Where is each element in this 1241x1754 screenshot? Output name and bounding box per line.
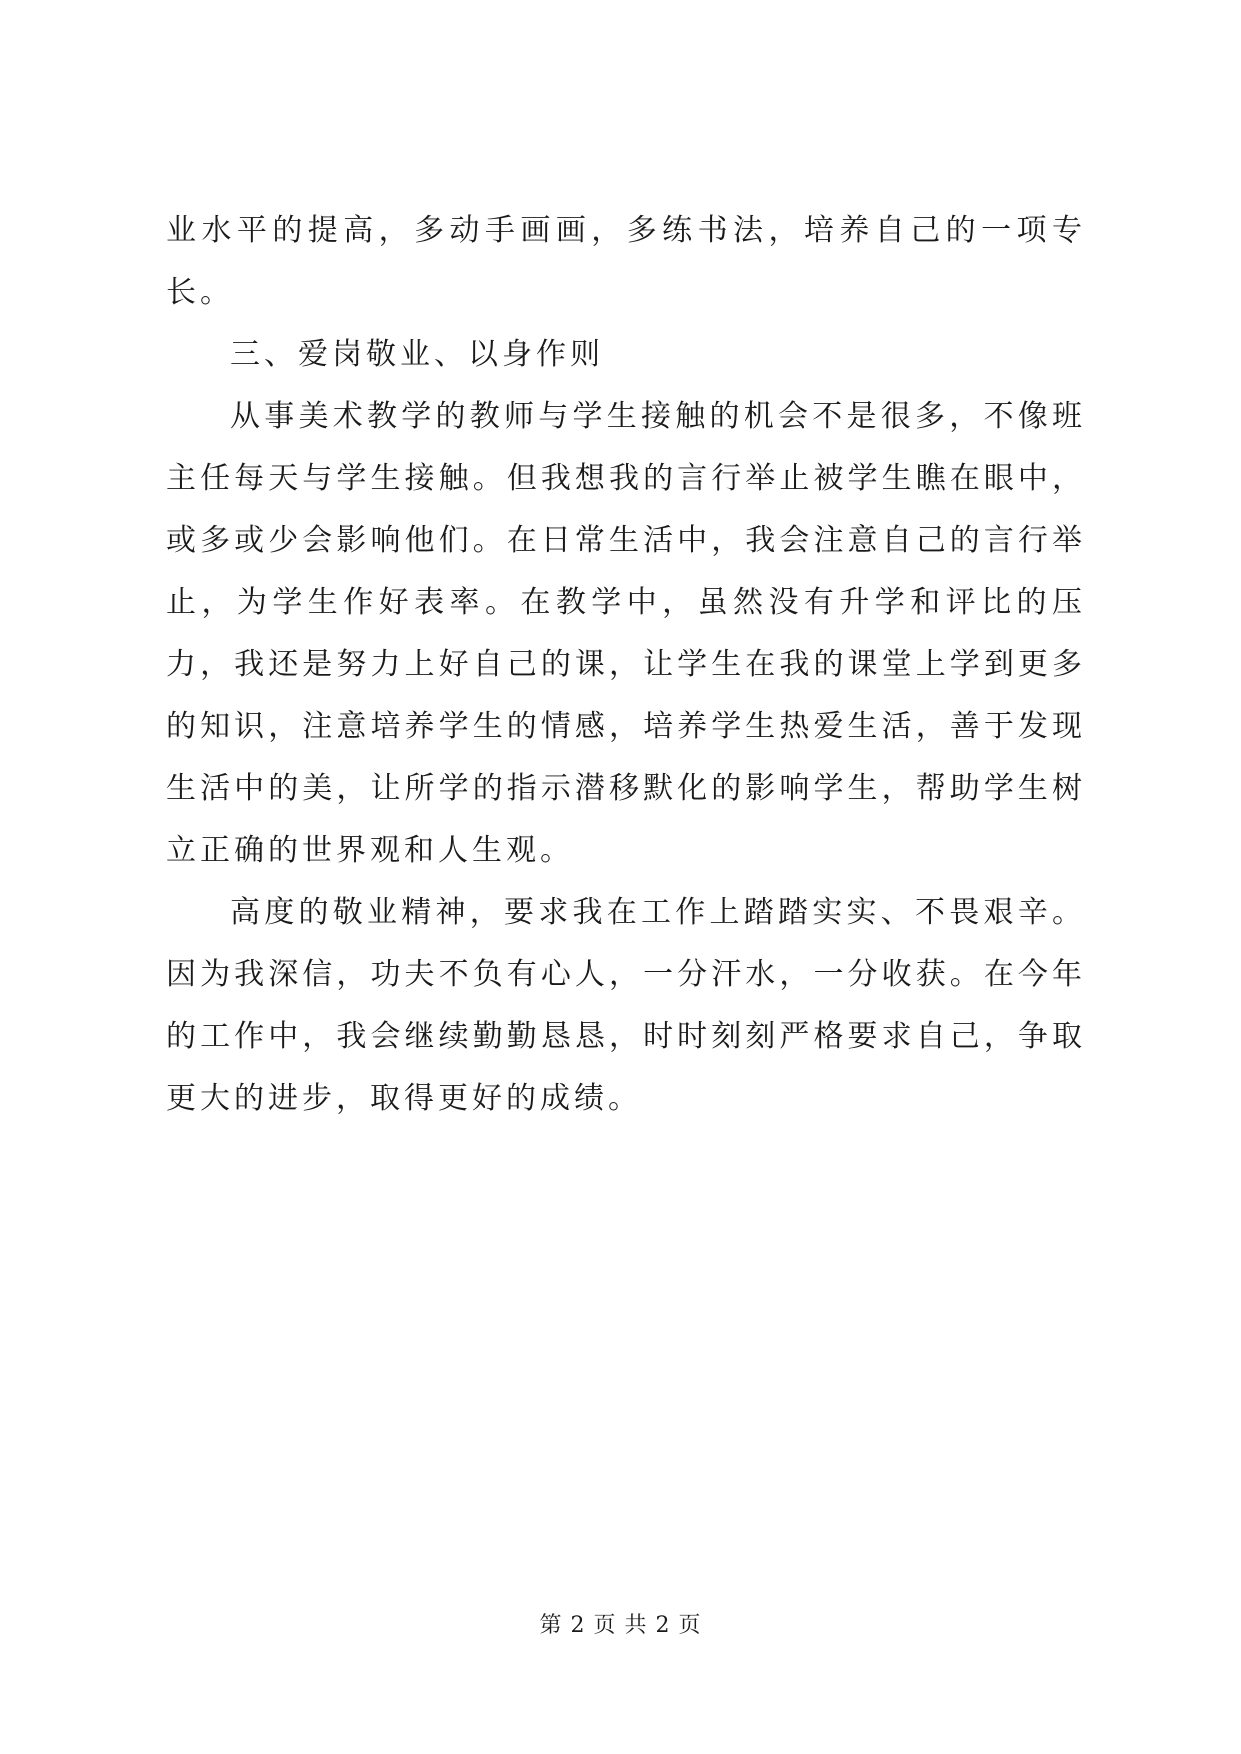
document-body xyxy=(166,200,1086,1130)
paragraph-dedication: 高度的敬业精神，要求我在工作上踏踏实实、不畏艰辛。因为我深信，功夫不负有心人，一分汗水，一分收获。在今年的工作中，我会继续勤勤恳恳，时时刻刻严格要求自己，争取更大的进步，取得更好的成绩。 xyxy=(166,895,1086,1116)
paragraph-role-model: 从事美术教学的教师与学生接触的机会不是很多，不像班主任每天与学生接触。但我想我的言行举止被学生瞧在眼中，或多或少会影响他们。在日常生活中，我会注意自己的言行举止，为学生作好表率。在教学中，虽然没有升学和评比的压力，我还是努力上好自己的课，让学生在我的课堂上学到更多的知识，注意培养学生的情感，培养学生热爱生活，善于发现生活中的美，让所学的指示潜移默化的影响学生，帮助学生树立正确的世界观和人生观。 xyxy=(166,399,1086,868)
paragraph-continuation: 业水平的提高，多动手画画，多练书法，培养自己的一项专长。 xyxy=(166,213,1086,310)
section-heading: 三、爱岗敬业、以身作则 xyxy=(230,337,604,372)
page-footer: 第 2 页 共 2 页 xyxy=(539,1613,702,1638)
